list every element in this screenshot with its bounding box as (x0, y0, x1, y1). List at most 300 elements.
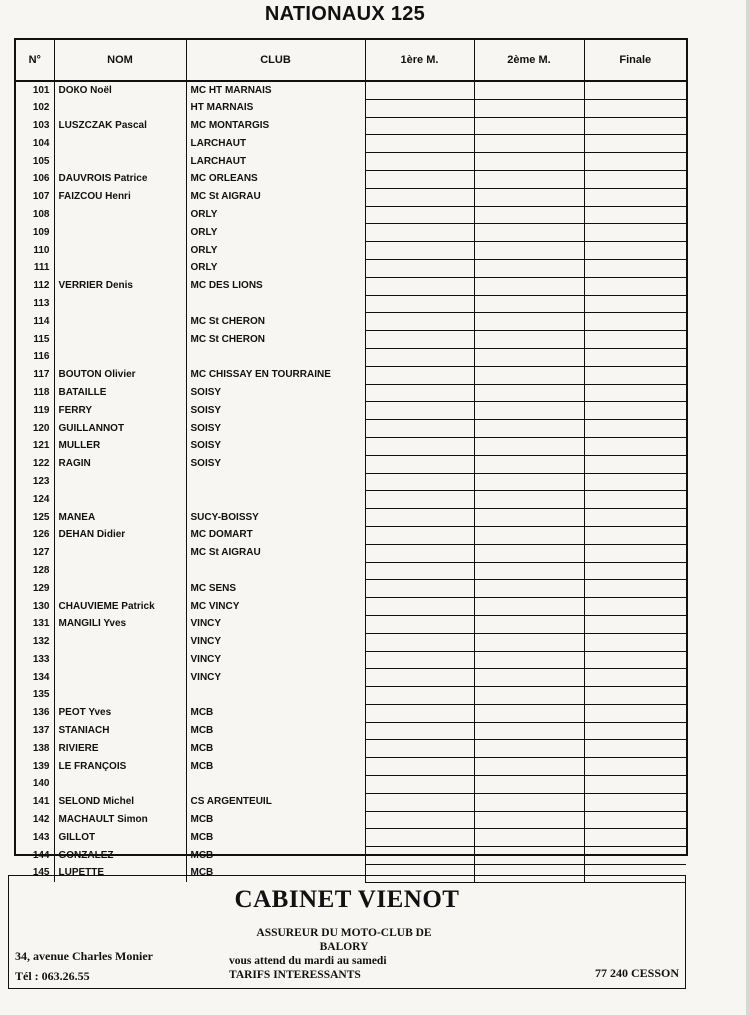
result-2eme-manche (474, 758, 584, 776)
table-body (16, 81, 686, 882)
rider-club: ORLY (186, 242, 365, 260)
result-finale (584, 722, 686, 740)
table-row (16, 224, 686, 242)
result-2eme-manche (474, 811, 584, 829)
table-row (16, 348, 686, 366)
rider-name: MACHAULT Simon (54, 811, 186, 829)
result-finale (584, 811, 686, 829)
rider-name (54, 348, 186, 366)
rider-club (186, 491, 365, 509)
result-1ere-manche (365, 277, 474, 295)
rider-name: LUPETTE (54, 865, 186, 883)
table-row (16, 420, 686, 438)
rider-club: MCB (186, 865, 365, 883)
table-row (16, 170, 686, 188)
table-row (16, 188, 686, 206)
result-1ere-manche (365, 509, 474, 527)
table-row (16, 580, 686, 598)
result-2eme-manche (474, 313, 584, 331)
table-row (16, 153, 686, 171)
result-1ere-manche (365, 420, 474, 438)
result-1ere-manche (365, 331, 474, 349)
result-1ere-manche (365, 117, 474, 135)
result-2eme-manche (474, 259, 584, 277)
result-finale (584, 348, 686, 366)
result-2eme-manche (474, 526, 584, 544)
rider-club: HT MARNAIS (186, 99, 365, 117)
rider-number: 107 (16, 188, 54, 206)
table-header-row (16, 40, 686, 81)
rider-number: 126 (16, 526, 54, 544)
col-header-num: N° (16, 40, 54, 81)
result-finale (584, 509, 686, 527)
rider-name (54, 99, 186, 117)
table-row (16, 829, 686, 847)
rider-name: GILLOT (54, 829, 186, 847)
rider-number: 105 (16, 153, 54, 171)
rider-name (54, 206, 186, 224)
rider-club: MC St AIGRAU (186, 188, 365, 206)
result-1ere-manche (365, 669, 474, 687)
result-finale (584, 580, 686, 598)
table-row (16, 615, 686, 633)
result-2eme-manche (474, 491, 584, 509)
ad-line-2: BALORY (319, 941, 369, 953)
result-1ere-manche (365, 437, 474, 455)
rider-name: DAUVROIS Patrice (54, 170, 186, 188)
result-1ere-manche (365, 348, 474, 366)
rider-name (54, 259, 186, 277)
result-finale (584, 562, 686, 580)
rider-name: SELOND Michel (54, 793, 186, 811)
page-edge (746, 0, 750, 1015)
table-row (16, 259, 686, 277)
result-1ere-manche (365, 259, 474, 277)
result-2eme-manche (474, 99, 584, 117)
ad-company-name: CABINET VIENOT (234, 886, 460, 913)
table-row (16, 206, 686, 224)
table-row (16, 526, 686, 544)
rider-number: 118 (16, 384, 54, 402)
ad-phone: Tél : 063.26.55 (15, 969, 90, 983)
result-finale (584, 473, 686, 491)
result-2eme-manche (474, 473, 584, 491)
result-1ere-manche (365, 491, 474, 509)
rider-club: CS ARGENTEUIL (186, 793, 365, 811)
rider-club: MCB (186, 704, 365, 722)
rider-club: MCB (186, 829, 365, 847)
rider-club: MCB (186, 740, 365, 758)
rider-club: ORLY (186, 206, 365, 224)
ad-line-1: ASSUREUR DU MOTO-CLUB DE (256, 927, 432, 939)
rider-name: LE FRANÇOIS (54, 758, 186, 776)
advertisement (8, 875, 686, 989)
col-header-nom: NOM (54, 40, 186, 81)
rider-number: 113 (16, 295, 54, 313)
result-finale (584, 437, 686, 455)
rider-name: MULLER (54, 437, 186, 455)
rider-name (54, 135, 186, 153)
rider-number: 101 (16, 81, 54, 99)
result-finale (584, 615, 686, 633)
result-1ere-manche (365, 170, 474, 188)
result-1ere-manche (365, 598, 474, 616)
results-grid (16, 40, 686, 883)
result-finale (584, 526, 686, 544)
table-row (16, 633, 686, 651)
table-row (16, 776, 686, 794)
result-finale (584, 331, 686, 349)
result-2eme-manche (474, 348, 584, 366)
result-2eme-manche (474, 170, 584, 188)
table-row (16, 455, 686, 473)
table-row (16, 811, 686, 829)
result-2eme-manche (474, 704, 584, 722)
result-2eme-manche (474, 562, 584, 580)
table-row (16, 758, 686, 776)
result-2eme-manche (474, 544, 584, 562)
results-table (14, 38, 688, 879)
result-2eme-manche (474, 722, 584, 740)
rider-number: 131 (16, 615, 54, 633)
table-row (16, 313, 686, 331)
rider-name: VERRIER Denis (54, 277, 186, 295)
page-title: NATIONAUX 125 (264, 3, 426, 25)
rider-number: 140 (16, 776, 54, 794)
rider-name (54, 473, 186, 491)
result-1ere-manche (365, 615, 474, 633)
result-finale (584, 295, 686, 313)
rider-name (54, 313, 186, 331)
rider-club: SOISY (186, 455, 365, 473)
rider-club: SOISY (186, 402, 365, 420)
rider-number: 136 (16, 704, 54, 722)
rider-name: BATAILLE (54, 384, 186, 402)
col-header-1ere-manche: 1ère M. (365, 40, 474, 81)
rider-number: 134 (16, 669, 54, 687)
rider-number: 132 (16, 633, 54, 651)
result-1ere-manche (365, 526, 474, 544)
rider-club (186, 776, 365, 794)
table-row (16, 242, 686, 260)
result-1ere-manche (365, 135, 474, 153)
table-row (16, 99, 686, 117)
result-1ere-manche (365, 153, 474, 171)
result-2eme-manche (474, 651, 584, 669)
rider-number: 109 (16, 224, 54, 242)
rider-club: MC St CHERON (186, 331, 365, 349)
rider-club: LARCHAUT (186, 135, 365, 153)
result-1ere-manche (365, 562, 474, 580)
result-finale (584, 153, 686, 171)
rider-number: 133 (16, 651, 54, 669)
result-2eme-manche (474, 242, 584, 260)
table-row (16, 544, 686, 562)
result-finale (584, 242, 686, 260)
rider-club (186, 295, 365, 313)
result-2eme-manche (474, 384, 584, 402)
table-row (16, 509, 686, 527)
rider-name: DEHAN Didier (54, 526, 186, 544)
rider-club: MC MONTARGIS (186, 117, 365, 135)
result-1ere-manche (365, 455, 474, 473)
rider-number: 128 (16, 562, 54, 580)
rider-club: MC SENS (186, 580, 365, 598)
result-1ere-manche (365, 722, 474, 740)
rider-number: 108 (16, 206, 54, 224)
result-1ere-manche (365, 99, 474, 117)
result-1ere-manche (365, 473, 474, 491)
table-row (16, 651, 686, 669)
rider-name: PEOT Yves (54, 704, 186, 722)
result-2eme-manche (474, 687, 584, 705)
table-row (16, 562, 686, 580)
result-2eme-manche (474, 740, 584, 758)
rider-club: MC CHISSAY EN TOURRAINE (186, 366, 365, 384)
rider-club (186, 562, 365, 580)
rider-name: FAIZCOU Henri (54, 188, 186, 206)
rider-number: 106 (16, 170, 54, 188)
table-row (16, 740, 686, 758)
rider-name (54, 562, 186, 580)
rider-club: VINCY (186, 669, 365, 687)
result-1ere-manche (365, 81, 474, 99)
table-row (16, 277, 686, 295)
col-header-finale: Finale (584, 40, 686, 81)
table-row (16, 473, 686, 491)
rider-club: MC ORLEANS (186, 170, 365, 188)
result-1ere-manche (365, 206, 474, 224)
result-2eme-manche (474, 331, 584, 349)
rider-number: 102 (16, 99, 54, 117)
result-finale (584, 669, 686, 687)
rider-number: 141 (16, 793, 54, 811)
rider-club: MC St AIGRAU (186, 544, 365, 562)
result-finale (584, 633, 686, 651)
result-2eme-manche (474, 206, 584, 224)
table-row (16, 847, 686, 865)
rider-number: 139 (16, 758, 54, 776)
ad-city: 77 240 CESSON (594, 966, 679, 980)
result-1ere-manche (365, 633, 474, 651)
result-2eme-manche (474, 633, 584, 651)
rider-club (186, 687, 365, 705)
rider-name (54, 295, 186, 313)
result-finale (584, 740, 686, 758)
rider-name (54, 651, 186, 669)
rider-name: RAGIN (54, 455, 186, 473)
rider-number: 125 (16, 509, 54, 527)
rider-club (186, 473, 365, 491)
rider-name (54, 491, 186, 509)
table-row (16, 331, 686, 349)
rider-name (54, 331, 186, 349)
result-2eme-manche (474, 117, 584, 135)
result-1ere-manche (365, 402, 474, 420)
result-finale (584, 135, 686, 153)
table-row (16, 491, 686, 509)
rider-number: 127 (16, 544, 54, 562)
result-finale (584, 313, 686, 331)
result-2eme-manche (474, 153, 584, 171)
result-finale (584, 847, 686, 865)
rider-number: 138 (16, 740, 54, 758)
result-finale (584, 829, 686, 847)
ad-text (229, 926, 459, 982)
table-row (16, 669, 686, 687)
result-2eme-manche (474, 580, 584, 598)
result-2eme-manche (474, 277, 584, 295)
result-finale (584, 384, 686, 402)
result-finale (584, 170, 686, 188)
rider-name: STANIACH (54, 722, 186, 740)
rider-club: MC DES LIONS (186, 277, 365, 295)
rider-number: 112 (16, 277, 54, 295)
result-finale (584, 758, 686, 776)
result-finale (584, 420, 686, 438)
ad-line-4: TARIFS INTERESSANTS (229, 969, 361, 981)
table-row (16, 793, 686, 811)
result-2eme-manche (474, 135, 584, 153)
rider-number: 110 (16, 242, 54, 260)
rider-number: 135 (16, 687, 54, 705)
rider-club: SOISY (186, 384, 365, 402)
table-row (16, 81, 686, 99)
result-2eme-manche (474, 669, 584, 687)
table-row (16, 598, 686, 616)
rider-number: 115 (16, 331, 54, 349)
result-1ere-manche (365, 758, 474, 776)
result-1ere-manche (365, 793, 474, 811)
rider-name: MANEA (54, 509, 186, 527)
result-finale (584, 544, 686, 562)
rider-club: ORLY (186, 224, 365, 242)
result-2eme-manche (474, 615, 584, 633)
result-2eme-manche (474, 793, 584, 811)
rider-name (54, 633, 186, 651)
rider-number: 114 (16, 313, 54, 331)
table-row (16, 366, 686, 384)
table-row (16, 384, 686, 402)
result-finale (584, 206, 686, 224)
result-finale (584, 598, 686, 616)
rider-number: 129 (16, 580, 54, 598)
rider-name: DOКO Noël (54, 81, 186, 99)
result-2eme-manche (474, 598, 584, 616)
table-row (16, 687, 686, 705)
rider-name: GUILLANNOT (54, 420, 186, 438)
result-finale (584, 651, 686, 669)
rider-number: 117 (16, 366, 54, 384)
col-header-club: CLUB (186, 40, 365, 81)
rider-name (54, 580, 186, 598)
col-header-2eme-manche: 2ème M. (474, 40, 584, 81)
rider-club: VINCY (186, 651, 365, 669)
rider-club: ORLY (186, 259, 365, 277)
table-row (16, 135, 686, 153)
result-1ere-manche (365, 366, 474, 384)
rider-number: 122 (16, 455, 54, 473)
rider-name: BOUTON Olivier (54, 366, 186, 384)
result-finale (584, 491, 686, 509)
rider-name (54, 776, 186, 794)
rider-club: LARCHAUT (186, 153, 365, 171)
result-1ere-manche (365, 847, 474, 865)
result-finale (584, 776, 686, 794)
table-row (16, 437, 686, 455)
rider-name (54, 224, 186, 242)
result-1ere-manche (365, 242, 474, 260)
result-finale (584, 259, 686, 277)
rider-name: GONZALEZ (54, 847, 186, 865)
result-finale (584, 366, 686, 384)
table-row (16, 704, 686, 722)
rider-number: 142 (16, 811, 54, 829)
rider-club: VINCY (186, 633, 365, 651)
result-1ere-manche (365, 704, 474, 722)
rider-club: MC VINCY (186, 598, 365, 616)
result-1ere-manche (365, 384, 474, 402)
rider-number: 137 (16, 722, 54, 740)
rider-name: LUSZCZAK Pascal (54, 117, 186, 135)
table-row (16, 722, 686, 740)
rider-club (186, 348, 365, 366)
rider-name (54, 687, 186, 705)
rider-number: 104 (16, 135, 54, 153)
rider-number: 145 (16, 865, 54, 883)
rider-club: MC St CHERON (186, 313, 365, 331)
ad-contact (15, 946, 153, 986)
result-finale (584, 704, 686, 722)
rider-club: MCB (186, 722, 365, 740)
result-1ere-manche (365, 651, 474, 669)
result-finale (584, 117, 686, 135)
table-row (16, 402, 686, 420)
rider-name: FERRY (54, 402, 186, 420)
result-1ere-manche (365, 811, 474, 829)
rider-number: 120 (16, 420, 54, 438)
result-2eme-manche (474, 455, 584, 473)
rider-club: SOISY (186, 420, 365, 438)
result-2eme-manche (474, 295, 584, 313)
rider-name: MANGILI Yves (54, 615, 186, 633)
result-1ere-manche (365, 188, 474, 206)
result-1ere-manche (365, 776, 474, 794)
rider-club: MC DOMART (186, 526, 365, 544)
rider-number: 130 (16, 598, 54, 616)
result-2eme-manche (474, 402, 584, 420)
result-1ere-manche (365, 224, 474, 242)
result-finale (584, 455, 686, 473)
rider-name: CHAUVIEME Patrick (54, 598, 186, 616)
rider-number: 124 (16, 491, 54, 509)
result-1ere-manche (365, 295, 474, 313)
result-1ere-manche (365, 544, 474, 562)
rider-number: 116 (16, 348, 54, 366)
rider-number: 111 (16, 259, 54, 277)
result-finale (584, 277, 686, 295)
result-2eme-manche (474, 776, 584, 794)
rider-number: 103 (16, 117, 54, 135)
result-2eme-manche (474, 188, 584, 206)
result-2eme-manche (474, 509, 584, 527)
ad-address: 34, avenue Charles Monier (15, 949, 153, 963)
result-2eme-manche (474, 366, 584, 384)
result-1ere-manche (365, 740, 474, 758)
rider-club: SOISY (186, 437, 365, 455)
rider-name: RIVIERE (54, 740, 186, 758)
rider-club: MCB (186, 811, 365, 829)
